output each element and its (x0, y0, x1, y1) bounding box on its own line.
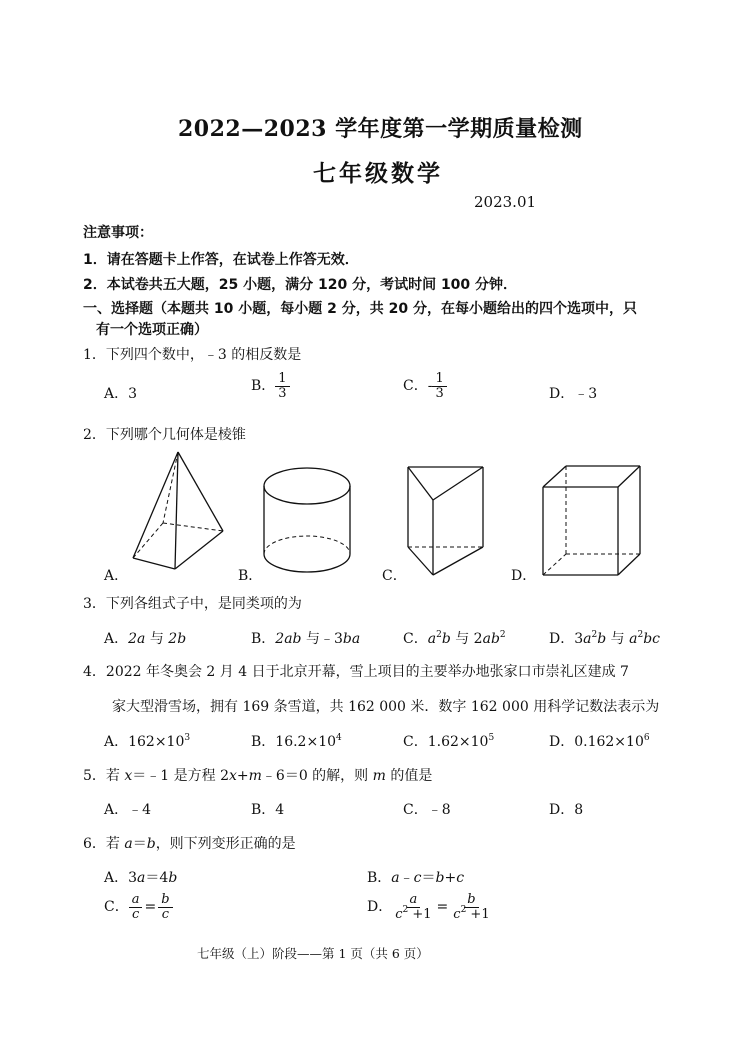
q6-d-eq: = (436, 899, 449, 916)
q6-option-c (104, 893, 173, 921)
q3-c-base2: ab (482, 631, 500, 647)
q3-d-base1: a (583, 631, 592, 647)
section1-heading: 一、选择题（本题共 10 小题，每小题 2 分，共 20 分，在每小题给出的四个选项中，只 (83, 301, 637, 317)
q6-c-num1: a (129, 893, 143, 908)
notice-item-2: 2．本试卷共五大题，25 小题，满分 120 分，考试时间 100 分钟． (83, 277, 518, 293)
q2-option-a: A． (104, 568, 129, 584)
q6-b-v3: b (435, 870, 445, 886)
q4-b-exp: 4 (336, 733, 342, 743)
q3-option-a (104, 628, 186, 648)
q6-c-den1: c (131, 906, 140, 922)
q2-option-d: D． (511, 568, 537, 584)
q1-option-b-fraction (275, 372, 289, 400)
q2-stem: 2．下列哪个几何体是棱锥 (83, 427, 246, 443)
exam-date: 2023.01 (474, 193, 537, 211)
q4-stem-line1: 4．2022 年冬奥会 2 月 4 日于北京开幕，雪上项目的主要举办地张家口市崇礼区建成 7 (83, 664, 629, 680)
q6-stem-b: b (146, 836, 156, 852)
q6-stem-p3: ，则下列变形正确的是 (155, 836, 296, 852)
q6-b-m2: ＝ (421, 870, 436, 886)
q1-stem: 1．下列四个数中，﹣3 的相反数是 (83, 347, 302, 363)
q6-d-num1: a (407, 893, 421, 908)
q6-d-den1-tail: +1 (408, 906, 432, 922)
q6-d-frac2 (450, 893, 492, 921)
q6-b-label: B． (367, 870, 392, 886)
q6-d-den2-exp: 2 (460, 904, 467, 915)
q5-stem-m: m (248, 768, 262, 784)
q6-d-den2-base: c (453, 906, 461, 922)
q4-option-a (104, 731, 190, 751)
q4-c-base: C．1.62×10 (403, 734, 489, 750)
q3-option-b (251, 628, 360, 648)
q4-a-base: A．162×10 (104, 734, 185, 750)
q3-b-term2: ba (342, 631, 361, 647)
q6-b-v1: a (391, 870, 400, 886)
q6-a-v1: a (137, 870, 146, 886)
q1-option-a: A．3 (104, 386, 138, 402)
q6-d-frac1 (392, 893, 434, 921)
q3-d-base2: a (629, 631, 638, 647)
q6-option-d (367, 893, 493, 921)
q1-option-b-label: B． (251, 378, 276, 395)
q3-d-label: D．3 (549, 631, 584, 647)
q4-a-exp: 3 (184, 733, 191, 743)
exam-subtitle: 七年级数学 (313, 160, 443, 187)
q3-stem: 3．下列各组式子中，是同类项的为 (83, 596, 302, 612)
q4-stem-line2: 家大型滑雪场，拥有 169 条雪道，共 162 000 米．数字 162 000 用科学记数法表示为 (112, 699, 660, 715)
q1-b-numerator: 1 (275, 372, 289, 387)
q3-d-exp2: 2 (637, 630, 644, 640)
q6-d-den1-exp: 2 (402, 904, 409, 915)
q1-option-b (251, 372, 290, 400)
q6-stem-p1: 6．若 (83, 836, 125, 852)
q4-option-d (549, 731, 650, 751)
q6-d-den2-tail: +1 (466, 906, 490, 922)
q5-option-c: C．﹣8 (403, 802, 451, 818)
q2-option-b: B． (238, 568, 263, 584)
q6-option-b (367, 867, 464, 887)
q4-d-base: D．0.162×10 (549, 734, 644, 750)
q6-stem-p2: ＝ (132, 836, 147, 852)
q5-stem-p3: + (236, 768, 249, 784)
cylinder-figure (258, 462, 358, 580)
q4-option-c (403, 731, 494, 751)
q3-c-conj: 与 2 (450, 631, 483, 647)
q6-b-m3: + (444, 870, 457, 886)
q1-option-c-fraction (432, 372, 446, 400)
q6-c-den2: c (161, 906, 170, 922)
q3-a-term1: 2a (128, 631, 146, 647)
q3-c-exp1: 2 (436, 630, 442, 640)
q1-option-c (403, 372, 447, 400)
q6-b-v2: c (413, 870, 422, 886)
q6-b-m1: ﹣ (399, 870, 414, 886)
q5-stem-x: x (124, 768, 133, 784)
q5-option-a: A．﹣4 (104, 802, 152, 818)
q3-c-var1: b (441, 631, 451, 647)
q5-stem-p2: ＝﹣1 是方程 2 (132, 768, 229, 784)
notice-heading: 注意事项： (83, 225, 153, 241)
triangular-prism-figure (403, 462, 493, 582)
section1-heading-line2: 有一个选项正确） (96, 322, 208, 338)
q6-a-v2: b (168, 870, 178, 886)
q6-a-mid: ＝4 (145, 870, 169, 886)
exam-title: 2022—2023 学年度第一学期质量检测 (178, 116, 583, 142)
q5-stem-m2: m (372, 768, 386, 784)
q6-c-num2: b (158, 893, 172, 908)
q3-a-label: A． (104, 631, 129, 647)
q6-d-den1-base: c (395, 906, 403, 922)
notice-item-1: 1．请在答题卡上作答，在试卷上作答无效． (83, 252, 359, 268)
q5-stem-p1: 5．若 (83, 768, 125, 784)
q1-c-numerator: 1 (432, 372, 446, 387)
q2-option-c: C． (382, 568, 407, 584)
q4-b-base: B．16.2×10 (251, 734, 337, 750)
q3-d-conj: 与 (606, 631, 630, 647)
q6-c-eq: = (144, 899, 157, 916)
q3-a-conj: 与 (145, 631, 169, 647)
q5-stem (83, 765, 432, 785)
pyramid-figure (125, 448, 235, 578)
q3-option-d (549, 628, 660, 648)
q3-d-var1: b (597, 631, 607, 647)
q3-c-label: C． (403, 631, 428, 647)
q6-c-label: C． (104, 899, 129, 916)
q3-d-exp1: 2 (591, 630, 598, 640)
q6-option-a (104, 867, 177, 887)
q6-d-num2: b (464, 893, 478, 908)
q3-b-label: B． (251, 631, 276, 647)
q6-stem (83, 833, 296, 853)
q3-b-conj: 与﹣3 (301, 631, 343, 647)
q3-c-exp2: 2 (499, 630, 506, 640)
q6-a-label: A．3 (104, 870, 138, 886)
q3-a-term2: 2b (168, 631, 187, 647)
q5-stem-p4: ﹣6＝0 的解，则 (261, 768, 373, 784)
q5-stem-p5: 的值是 (385, 768, 433, 784)
q6-c-frac1 (129, 893, 143, 921)
q6-stem-a: a (124, 836, 133, 852)
q1-c-denominator: 3 (435, 385, 444, 401)
q1-option-d: D．﹣3 (549, 386, 598, 402)
q3-c-base1: a (427, 631, 437, 647)
q3-b-term1: 2ab (275, 631, 302, 647)
q3-d-var2: bc (643, 631, 661, 647)
q6-d-label: D． (367, 899, 393, 916)
q5-option-d: D．8 (549, 802, 584, 818)
q4-d-exp: 6 (643, 733, 650, 743)
q5-option-b: B．4 (251, 802, 285, 818)
q6-b-v4: c (456, 870, 465, 886)
q6-c-frac2 (158, 893, 172, 921)
q3-option-c (403, 628, 506, 648)
q1-option-c-label: C．- (403, 378, 433, 395)
q4-option-b (251, 731, 342, 751)
q4-c-exp: 5 (488, 733, 495, 743)
q5-stem-x2: x (228, 768, 237, 784)
page-footer: 七年级（上）阶段——第 1 页（共 6 页） (197, 946, 429, 961)
q1-b-denominator: 3 (278, 385, 287, 401)
cube-figure (538, 462, 648, 582)
